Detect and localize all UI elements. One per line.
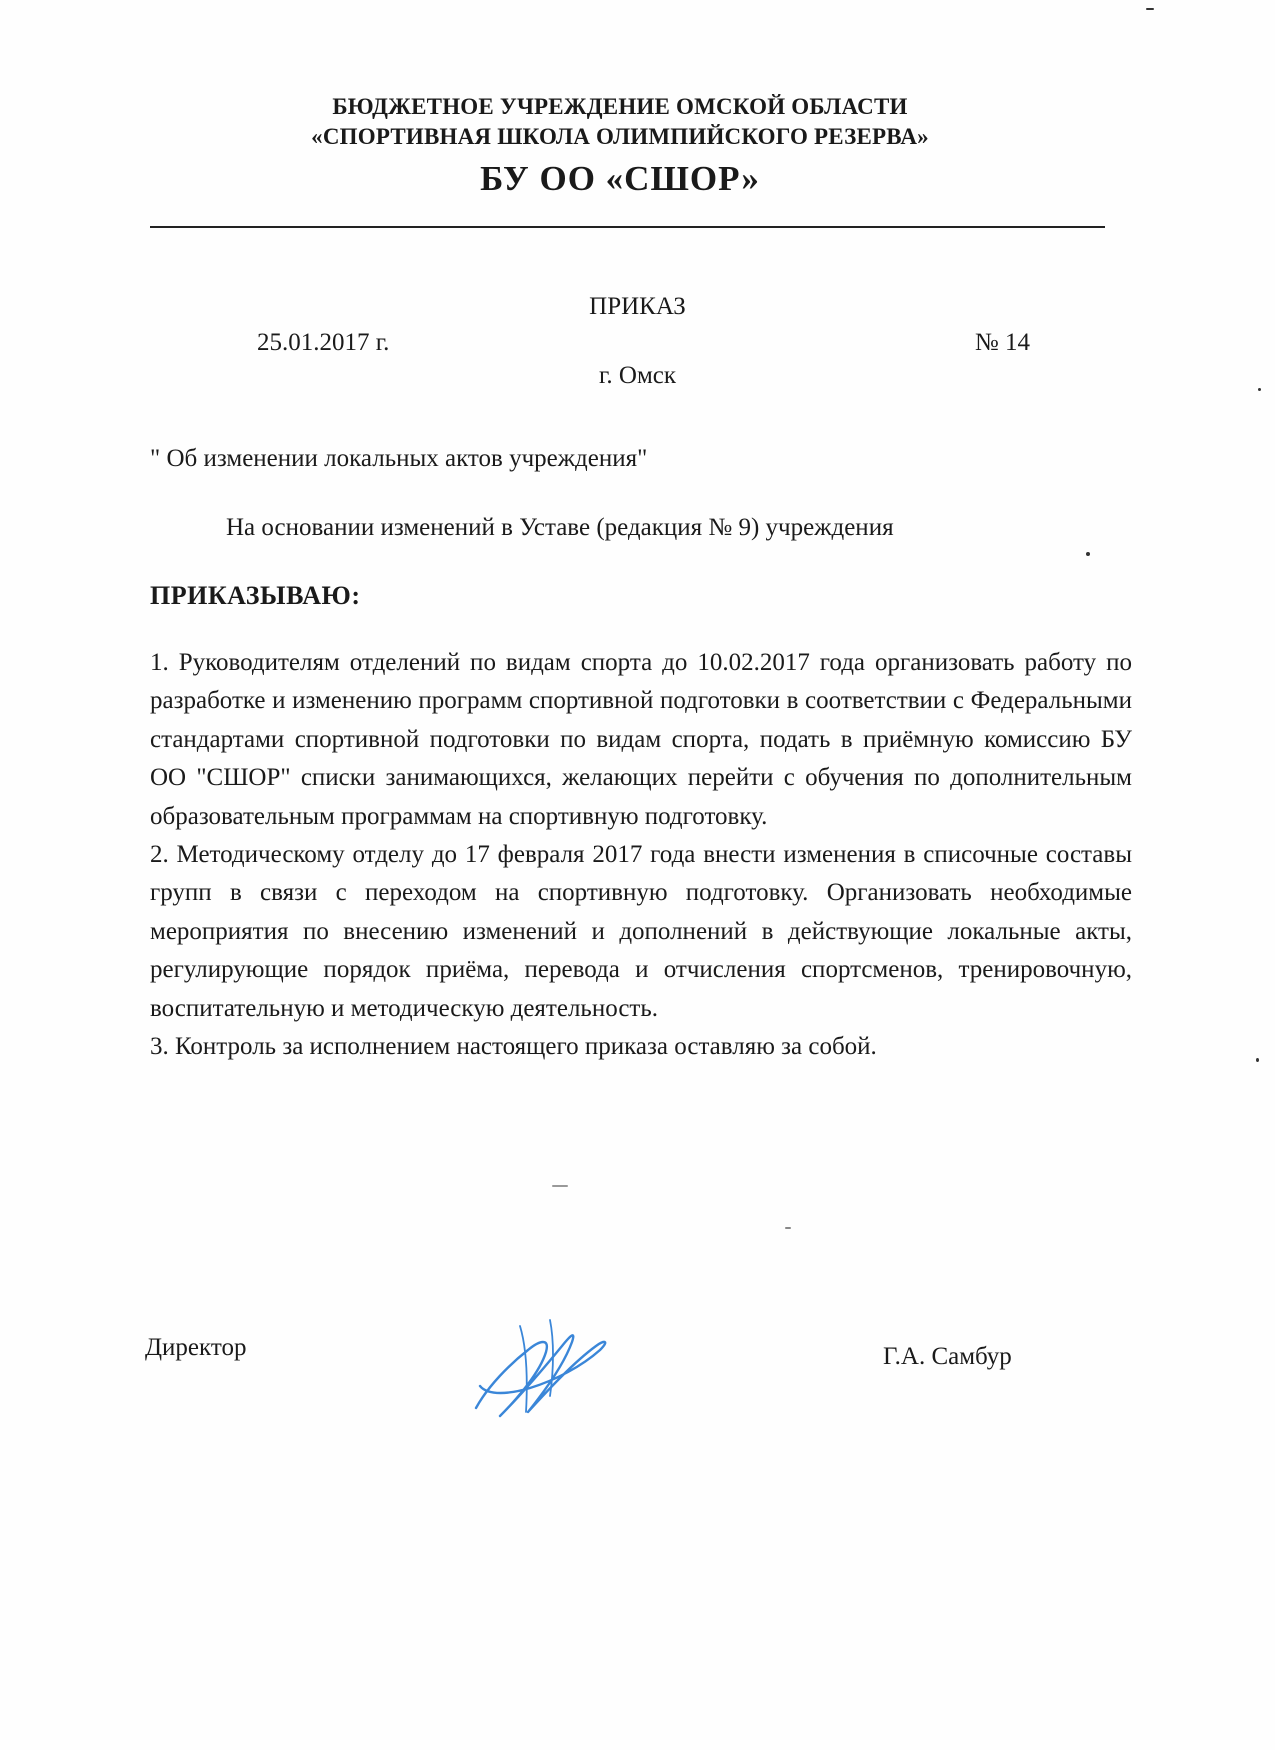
scan-speck [1258,388,1261,391]
organization-type: БЮДЖЕТНОЕ УЧРЕЖДЕНИЕ ОМСКОЙ ОБЛАСТИ [332,94,908,119]
signatory-title: Директор [145,1334,247,1361]
organization-header [150,92,1090,202]
organization-name: «СПОРТИВНАЯ ШКОЛА ОЛИМПИЙСКОГО РЕЗЕРВА» [311,124,929,149]
order-date: 25.01.2017 г. [257,329,390,356]
header-divider [150,226,1105,228]
order-item-3: 3. Контроль за исполнением настоящего приказа оставляю за собой. [150,1033,877,1061]
scan-speck [1146,8,1154,10]
order-item-2: 2. Методическому отделу до 17 февраля 2017 года внести изменения в списочные составы групп в связи с переходом на спортивную подготовку. Организовать необходимые мероприятия по внесению изменений и дополнений в действующие локальные акты, регулирующие порядок приёма, перевода и отчисления спортсменов, тренировочную, воспитательную и методическую деятельность. [150,841,1132,1022]
order-city: г. Омск [598,362,677,389]
order-basis: На основании изменений в Уставе (редакция № 9) учреждения [226,514,894,541]
order-subject: " Об изменении локальных актов учреждения" [150,445,648,472]
order-number: № 14 [974,329,1030,356]
order-title: ПРИКАЗ [589,293,686,320]
signatory-name: Г.А. Самбур [883,1343,1012,1370]
order-items [150,644,1132,1066]
handwritten-signature [470,1316,615,1426]
scan-speck [552,1185,568,1187]
order-item-1: 1. Руководителям отделений по видам спорта до 10.02.2017 года организовать работу по разработке и изменению программ спортивной подготовки в соответствии с Федеральными стандартами спортивной подготовки по видам спорта, подать в приёмную комиссию БУ ОО "СШОР" списки занимающихся, желающих перейти с обучения по дополнительным образовательным программам на спортивную подготовку. [150,649,1132,830]
orders-heading: ПРИКАЗЫВАЮ: [150,581,361,610]
scan-speck [1256,1058,1259,1062]
scan-speck [1086,552,1090,556]
scan-speck [785,1227,791,1229]
organization-abbreviation: БУ ОО «СШОР» [480,159,760,198]
